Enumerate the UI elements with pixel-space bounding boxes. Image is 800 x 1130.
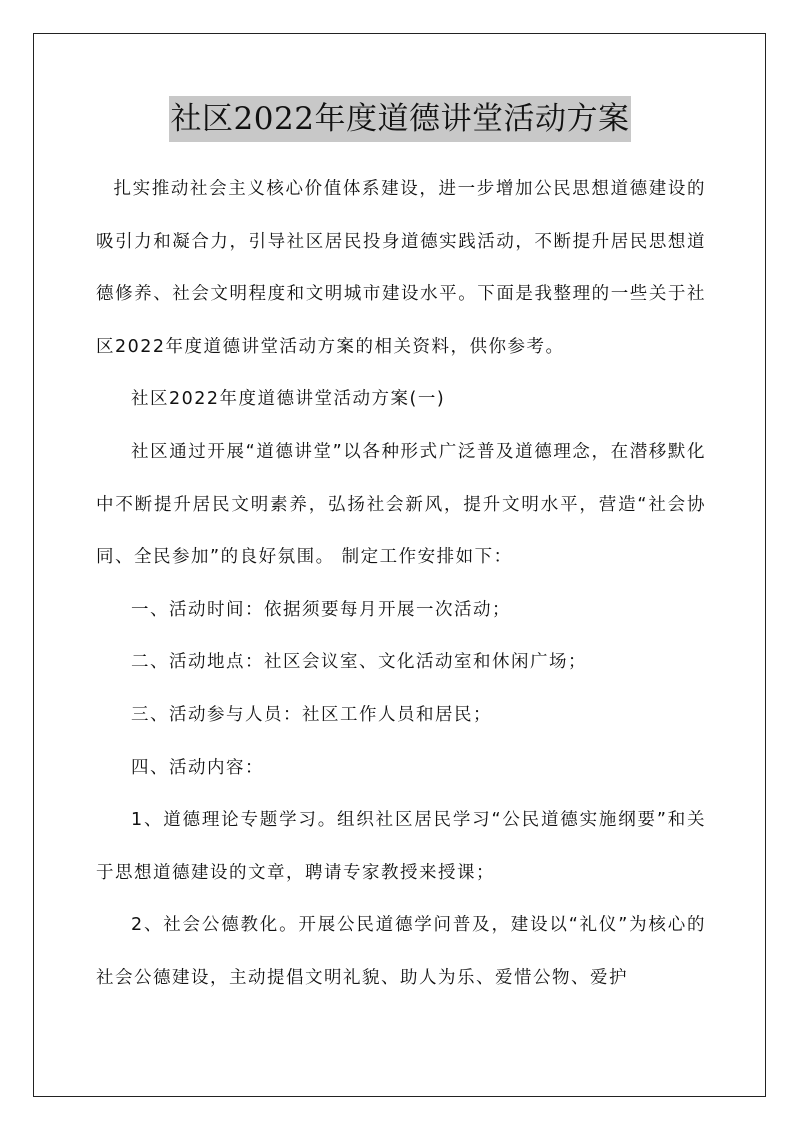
intro-paragraph: 扎实推动社会主义核心价值体系建设，进一步增加公民思想道德建设的吸引力和凝合力，引导社区居民投身道德实践活动，不断提升居民思想道德修养、社会文明程度和文明城市建设水平。下面是我整理的一些关于社区2022年度道德讲堂活动方案的相关资料，供你参考。 (96, 179, 706, 357)
content-item-1: 1、道德理论专题学习。组织社区居民学习“公民道德实施纲要”和关于思想道德建设的文章，聘请专家教授来授课； (96, 810, 706, 883)
title-container (0, 96, 800, 142)
document-title: 社区2022年度道德讲堂活动方案 (169, 96, 632, 142)
document-body (96, 163, 706, 1005)
overview-paragraph: 社区通过开展“道德讲堂”以各种形式广泛普及道德理念，在潜移默化中不断提升居民文明素养，弘扬社会新风，提升文明水平，营造“社会协同、全民参加”的良好氛围。 制定工作安排如下： (96, 441, 706, 568)
section-heading: 社区2022年度道德讲堂活动方案(一) (131, 389, 446, 410)
activity-time: 一、活动时间：依据须要每月开展一次活动； (131, 599, 511, 620)
activity-participants: 三、活动参与人员：社区工作人员和居民； (131, 704, 492, 725)
activity-location: 二、活动地点：社区会议室、文化活动室和休闲广场； (131, 652, 587, 673)
content-item-2: 2、社会公德教化。开展公民道德学问普及，建设以“礼仪”为核心的社会公德建设，主动提倡文明礼貌、助人为乐、爱惜公物、爱护 (96, 915, 706, 988)
activity-content-heading: 四、活动内容： (131, 757, 264, 778)
